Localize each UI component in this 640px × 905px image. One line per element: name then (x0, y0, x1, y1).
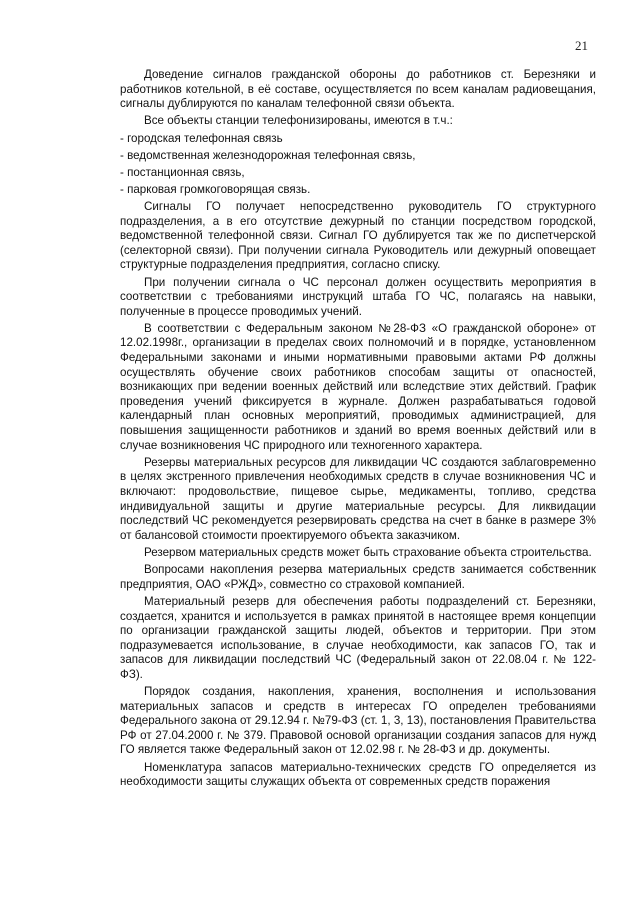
paragraph-material-reserves: Резервы материальных ресурсов для ликвидации ЧС создаются заблаговременно в целях экстренного привлечения необходимых средств в случае возникновения ЧС и включают: продовольствие, пищевое сырье, медикаменты, топливо, средства индивидуальной защиты и другие материальные ресурсы. Для ликвидации последствий ЧС рекомендуется резервировать средства на счет в банке в размере 3% от балансовой стоимости проектируемого объекта заказчиком. (120, 455, 596, 542)
list-item-city-phone: - городская телефонная связь (120, 131, 283, 145)
list-item-park-loudspeaker: - парковая громкоговорящая связь. (120, 182, 311, 196)
paragraph-reserve-procedure: Порядок создания, накопления, хранения, восполнения и использования материальных запасов и средств в интересах ГО определен требованиями Федерального закона от 29.12.94 г. №79-ФЗ (ст. 1, 3, 13), постановления Правительства РФ от 27.04.2000 г. № 379. Правовой основой организации создания запасов для нужд ГО является также Федеральный закон от 12.02.98 г. № 28-ФЗ и др. документы. (120, 685, 596, 757)
paragraph-reserve-usage: Материальный резерв для обеспечения работы подразделений ст. Березняки, создается, хранится и используется в рамках принятой в настоящее время концепции по организации гражданской защиты людей, объектов и территории. При этом подразумевается использование, в случае необходимости, как запасов ГО, так и запасов для ликвидации последствий ЧС (Федеральный закон от 22.08.04 г. № 122-ФЗ). (120, 594, 596, 681)
paragraph-signal-delivery: Доведение сигналов гражданской обороны до работников ст. Березняки и работников котельной, в её составе, осуществляется по всем каналам радиовещания, сигналы дублируются по каналам телефонной связи объекта. (120, 68, 596, 111)
list-item-railway-phone: - ведомственная железнодорожная телефонная связь, (120, 148, 416, 162)
paragraph-telephone-intro: Все объекты станции телефонизированы, имеются в т.ч.: (144, 114, 453, 128)
document-body (120, 68, 596, 792)
paragraph-signal-receiving: Сигналы ГО получает непосредственно руководитель ГО структурного подразделения, а в его отсутствие дежурный по станции посредством городской, ведомственной телефонной связи. Сигнал ГО дублируется так же по диспетчерской (селекторной связи). При получении сигнала Руководитель или дежурный оповещает структурные подразделения предприятия, согласно списку. (120, 199, 596, 272)
paragraph-federal-law-28: В соответствии с Федеральным законом №28-ФЗ «О гражданской обороне» от 12.02.1998г., организации в пределах своих полномочий и в порядке, установленном Федеральными законами и иными нормативными правовыми актами РФ должны осуществлять обучение своих работников способам защиты от опасностей, возникающих при ведении военных действий или вследствие этих действий. График проведения учений фиксируется в журнале. Должен разрабатываться годовой календарный план основных мероприятий, проводимых администрацией, для повышения защищенности работников и зданий во время военных действий или в случае возникновения ЧС природного или техногенного характера. (120, 321, 596, 452)
paragraph-emergency-actions: При получении сигнала о ЧС персонал должен осуществить мероприятия в соответствии с требованиями инструкций штаба ГО ЧС, полагаясь на навыки, полученные в процессе проводимых учений. (120, 275, 596, 318)
paragraph-reserve-owner: Вопросами накопления резерва материальных средств занимается собственник предприятия, ОАО «РЖД», совместно со страховой компанией. (120, 563, 596, 591)
list-item-station-link: - постанционная связь, (120, 165, 245, 179)
paragraph-insurance: Резервом материальных средств может быть страхование объекта строительства. (144, 545, 592, 559)
page-number: 21 (575, 38, 588, 53)
paragraph-nomenclature: Номенклатура запасов материально-технических средств ГО определяется из необходимости защиты служащих объекта от современных средств поражения (120, 760, 596, 789)
